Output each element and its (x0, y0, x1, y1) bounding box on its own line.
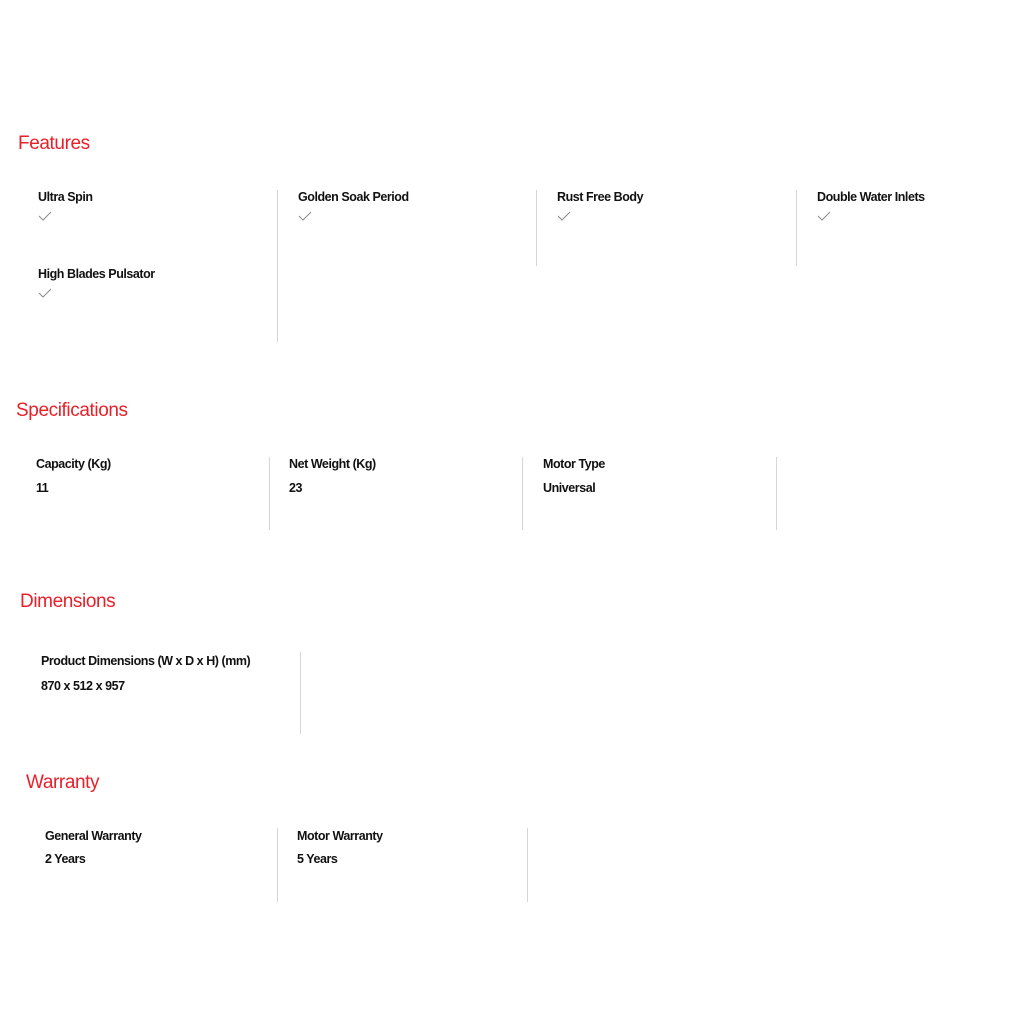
spec-value: 23 (289, 481, 303, 495)
spec-item (36, 457, 111, 496)
warranty-item (45, 829, 142, 867)
spec-value: 11 (36, 481, 49, 495)
dimension-item (41, 654, 250, 694)
feature-item (817, 190, 925, 221)
check-icon (38, 211, 52, 221)
dimension-value: 870 x 512 x 957 (41, 679, 125, 693)
feature-label: Rust Free Body (557, 190, 644, 204)
dimension-label: Product Dimensions (W x D x H) (mm) (41, 654, 251, 668)
warranty-value: 5 Years (297, 852, 338, 866)
check-icon (557, 211, 571, 221)
dimensions-heading: Dimensions (20, 591, 116, 612)
divider (527, 828, 528, 902)
divider (300, 652, 301, 734)
features-heading: Features (18, 133, 90, 154)
spec-value: Universal (543, 481, 596, 495)
divider (796, 190, 797, 266)
spec-item (289, 457, 376, 496)
divider (536, 190, 537, 266)
feature-label: High Blades Pulsator (38, 267, 155, 281)
check-icon (817, 211, 831, 221)
warranty-heading: Warranty (26, 772, 100, 793)
divider (277, 828, 278, 902)
feature-label: Double Water Inlets (817, 190, 925, 204)
divider (776, 457, 777, 530)
feature-item (557, 190, 643, 221)
feature-item (38, 267, 155, 298)
specifications-heading: Specifications (16, 400, 128, 421)
warranty-value: 2 Years (45, 852, 86, 866)
spec-label: Net Weight (Kg) (289, 457, 376, 471)
spec-label: Motor Type (543, 457, 605, 471)
divider (522, 457, 523, 530)
divider (269, 457, 270, 530)
divider (277, 190, 278, 342)
feature-label: Ultra Spin (38, 190, 93, 204)
warranty-label: Motor Warranty (297, 829, 383, 843)
spec-item (543, 457, 605, 496)
warranty-item (297, 829, 383, 867)
feature-item (38, 190, 93, 221)
spec-label: Capacity (Kg) (36, 457, 111, 471)
warranty-label: General Warranty (45, 829, 142, 843)
feature-label: Golden Soak Period (298, 190, 409, 204)
check-icon (38, 288, 52, 298)
check-icon (298, 211, 312, 221)
feature-item (298, 190, 409, 221)
